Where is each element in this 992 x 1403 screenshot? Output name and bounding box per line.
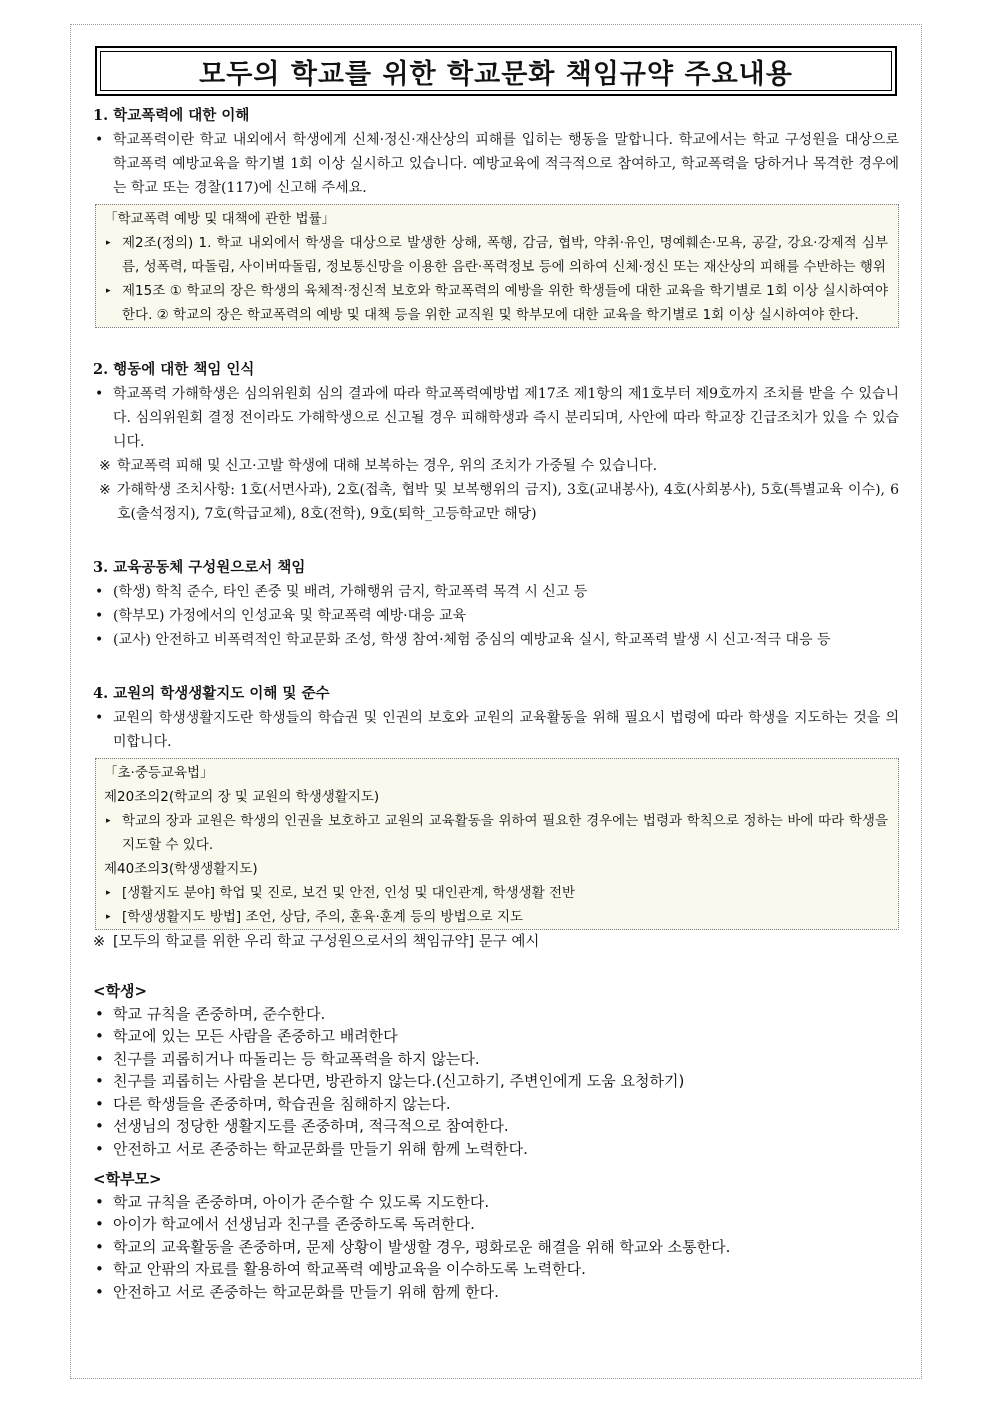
list-item-text: 안전하고 서로 존중하는 학교문화를 만들기 위해 함께 노력한다. bbox=[113, 1139, 528, 1158]
list-item-text: 학교 규칙을 존중하며, 아이가 준수할 수 있도록 지도한다. bbox=[113, 1192, 490, 1211]
section-1 bbox=[93, 104, 899, 328]
law-box bbox=[95, 204, 899, 328]
law-item-text: [생활지도 분야] 학업 및 진로, 보건 및 안전, 인성 및 대인관계, 학생생활 전반 bbox=[122, 885, 576, 901]
bullet-icon: • bbox=[95, 1072, 104, 1090]
bullet-icon: • bbox=[95, 1237, 104, 1256]
bullet-icon: • bbox=[95, 1260, 104, 1278]
section-4 bbox=[93, 682, 899, 954]
law-box bbox=[95, 758, 899, 930]
students-list bbox=[93, 980, 899, 1160]
list-item bbox=[93, 1138, 899, 1161]
law-item-text: 제15조 ① 학교의 장은 학생의 육체적·정신적 보호와 학교폭력의 예방을 위한 학생들에 대한 교육을 학기별로 1회 이상 실시하여야 한다. ② 학교의 장은 학교폭력의 예방 및 대책 등을 위한 교직원 및 학부모에 대한 교육을 학기별로 1회 이상 실시하여야 한다. bbox=[122, 283, 888, 323]
bullet-icon: • bbox=[95, 608, 104, 624]
law-item bbox=[104, 809, 888, 857]
paragraph-text: 학교폭력 가해학생은 심의위원회 심의 결과에 따라 학교폭력예방법 제17조 제1항의 제1호부터 제9호까지 조치를 받을 수 있습니다. 심의위원회 결정 전이라도 가해학생으로 신고될 경우 피해학생과 즉시 분리되며, 사안에 따라 학교장 긴급조치가 있을 수 있습니다. bbox=[113, 386, 899, 450]
note-text: 학교폭력 피해 및 신고·고발 학생에 대해 보복하는 경우, 위의 조치가 가중될 수 있습니다. bbox=[117, 458, 658, 474]
bullet-paragraph bbox=[93, 128, 899, 200]
list-item bbox=[93, 1236, 899, 1259]
article-title: 제20조의2(학교의 장 및 교원의 학생생활지도) bbox=[104, 789, 380, 805]
bullet-icon: • bbox=[95, 710, 104, 726]
law-title: 「학교폭력 예방 및 대책에 관한 법률」 bbox=[104, 211, 336, 227]
arrow-icon: ▸ bbox=[106, 888, 111, 898]
list-item bbox=[93, 1025, 899, 1048]
list-item-text: 친구를 괴롭히는 사람을 본다면, 방관하지 않는다.(신고하기, 주변인에게 도움 요청하기) bbox=[113, 1072, 685, 1090]
list-item bbox=[93, 1048, 899, 1071]
law-title: 「초·중등교육법」 bbox=[104, 765, 214, 781]
law-item-text: 학교의 장과 교원은 학생의 인권을 보호하고 교원의 교육활동을 위하여 필요한 경우에는 법령과 학칙으로 정하는 바에 따라 학생을 지도할 수 있다. bbox=[122, 813, 888, 853]
section-heading: 3. 교육공동체 구성원으로서 책임 bbox=[93, 559, 306, 576]
section-3 bbox=[93, 556, 899, 652]
bullet-icon: • bbox=[95, 584, 104, 600]
section-2 bbox=[93, 358, 899, 526]
article-title: 제40조의3(학생생활지도) bbox=[104, 861, 258, 877]
reference-mark-icon: ※ bbox=[99, 458, 111, 474]
students-heading: <학생> bbox=[93, 982, 148, 1000]
example-note bbox=[93, 930, 899, 954]
bullet-text: (학부모) 가정에서의 인성교육 및 학교폭력 예방·대응 교육 bbox=[113, 608, 467, 624]
bullet-paragraph bbox=[93, 382, 899, 454]
section-heading: 4. 교원의 학생생활지도 이해 및 준수 bbox=[93, 685, 330, 702]
note-text: 가해학생 조치사항: 1호(서면사과), 2호(접촉, 협박 및 보복행위의 금지), 3호(교내봉사), 4호(사회봉사), 5호(특별교육 이수), 6호(출석정지), 7호(학급교체), 8호(전학), 9호(퇴학_고등학교만 해당) bbox=[117, 482, 899, 522]
arrow-icon: ▸ bbox=[106, 286, 111, 296]
bullet-text: (학생) 학칙 준수, 타인 존중 및 배려, 가해행위 금지, 학교폭력 목격 시 신고 등 bbox=[113, 584, 588, 600]
bullet-icon: • bbox=[95, 1027, 104, 1045]
arrow-icon: ▸ bbox=[106, 238, 111, 248]
paragraph-text: 학교폭력이란 학교 내외에서 학생에게 신체·정신·재산상의 피해를 입히는 행동을 말합니다. 학교에서는 학교 구성원을 대상으로 학교폭력 예방교육을 학기별 1회 이상 실시하고 있습니다. 예방교육에 적극적으로 참여하고, 학교폭력을 당하거나 목격한 경우에는 학교 또는 경찰(117)에 신고해 주세요. bbox=[113, 132, 899, 196]
reference-mark-icon: ※ bbox=[99, 482, 111, 498]
page-title: 모두의 학교를 위한 학교문화 책임규약 주요내용 bbox=[100, 51, 892, 91]
list-item-text: 학교에 있는 모든 사람을 존중하고 배려한다 bbox=[113, 1027, 398, 1045]
list-item-text: 학교 규칙을 존중하며, 준수한다. bbox=[113, 1004, 326, 1023]
parents-heading: <학부모> bbox=[93, 1170, 162, 1188]
bullet-icon: • bbox=[95, 1192, 104, 1211]
law-item bbox=[104, 231, 888, 279]
bullet-icon: • bbox=[95, 132, 104, 148]
bullet-item bbox=[93, 628, 899, 652]
bullet-icon: • bbox=[95, 386, 104, 402]
bullet-icon: • bbox=[95, 1117, 104, 1135]
document-body bbox=[93, 104, 899, 1303]
list-item bbox=[93, 1258, 899, 1281]
law-item bbox=[104, 905, 888, 929]
list-item bbox=[93, 1191, 899, 1214]
list-item-text: 학교의 교육활동을 존중하며, 문제 상황이 발생할 경우, 평화로운 해결을 위해 학교와 소통한다. bbox=[113, 1237, 731, 1256]
list-item bbox=[93, 1213, 899, 1236]
paragraph-text: 교원의 학생생활지도란 학생들의 학습권 및 인권의 보호와 교원의 교육활동을 위해 필요시 법령에 따라 학생을 지도하는 것을 의미합니다. bbox=[113, 710, 899, 750]
list-item-text: 친구를 괴롭히거나 따돌리는 등 학교폭력을 하지 않는다. bbox=[113, 1049, 480, 1068]
arrow-icon: ▸ bbox=[106, 912, 111, 922]
list-item-text: 선생님의 정당한 생활지도를 존중하며, 적극적으로 참여한다. bbox=[113, 1117, 509, 1135]
note-item bbox=[93, 454, 899, 478]
bullet-icon: • bbox=[95, 1215, 104, 1233]
bullet-icon: • bbox=[95, 632, 104, 648]
law-item bbox=[104, 279, 888, 327]
law-item-text: 제2조(정의) 1. 학교 내외에서 학생을 대상으로 발생한 상해, 폭행, 감금, 협박, 약취·유인, 명예훼손·모욕, 공갈, 강요·강제적 심부름, 성폭력, 따돌림, 사이버따돌림, 정보통신망을 이용한 음란·폭력정보 등에 의하여 신체·정신 또는 재산상의 피해를 수반하는 행위 bbox=[122, 235, 888, 275]
reference-mark-icon: ※ bbox=[93, 934, 106, 950]
section-heading: 1. 학교폭력에 대한 이해 bbox=[93, 107, 250, 124]
list-item-text: 안전하고 서로 존중하는 학교문화를 만들기 위해 함께 한다. bbox=[113, 1282, 499, 1301]
arrow-icon: ▸ bbox=[106, 816, 111, 826]
bullet-icon: • bbox=[95, 1049, 104, 1068]
bullet-icon: • bbox=[95, 1282, 104, 1301]
bullet-text: (교사) 안전하고 비폭력적인 학교문화 조성, 학생 참여·체험 중심의 예방교육 실시, 학교폭력 발생 시 신고·적극 대응 등 bbox=[113, 632, 831, 648]
bullet-icon: • bbox=[95, 1004, 104, 1023]
title-box bbox=[95, 46, 897, 96]
law-item bbox=[104, 881, 888, 905]
parents-list bbox=[93, 1168, 899, 1303]
example-note-text: [모두의 학교를 위한 우리 학교 구성원으로서의 책임규약] 문구 예시 bbox=[113, 934, 540, 950]
list-item-text: 다른 학생들을 존중하며, 학습권을 침해하지 않는다. bbox=[113, 1094, 451, 1113]
note-item bbox=[93, 478, 899, 526]
list-item bbox=[93, 1115, 899, 1138]
list-item-text: 아이가 학교에서 선생님과 친구를 존중하도록 독려한다. bbox=[113, 1215, 475, 1233]
bullet-icon: • bbox=[95, 1094, 104, 1113]
bullet-paragraph bbox=[93, 706, 899, 754]
bullet-item bbox=[93, 604, 899, 628]
list-item bbox=[93, 1070, 899, 1093]
list-item-text: 학교 안팎의 자료를 활용하여 학교폭력 예방교육을 이수하도록 노력한다. bbox=[113, 1260, 586, 1278]
law-item-text: [학생생활지도 방법] 조언, 상담, 주의, 훈육·훈계 등의 방법으로 지도 bbox=[122, 909, 524, 925]
list-item bbox=[93, 1003, 899, 1026]
list-item bbox=[93, 1281, 899, 1304]
bullet-icon: • bbox=[95, 1139, 104, 1158]
list-item bbox=[93, 1093, 899, 1116]
section-heading: 2. 행동에 대한 책임 인식 bbox=[93, 361, 255, 378]
bullet-item bbox=[93, 580, 899, 604]
